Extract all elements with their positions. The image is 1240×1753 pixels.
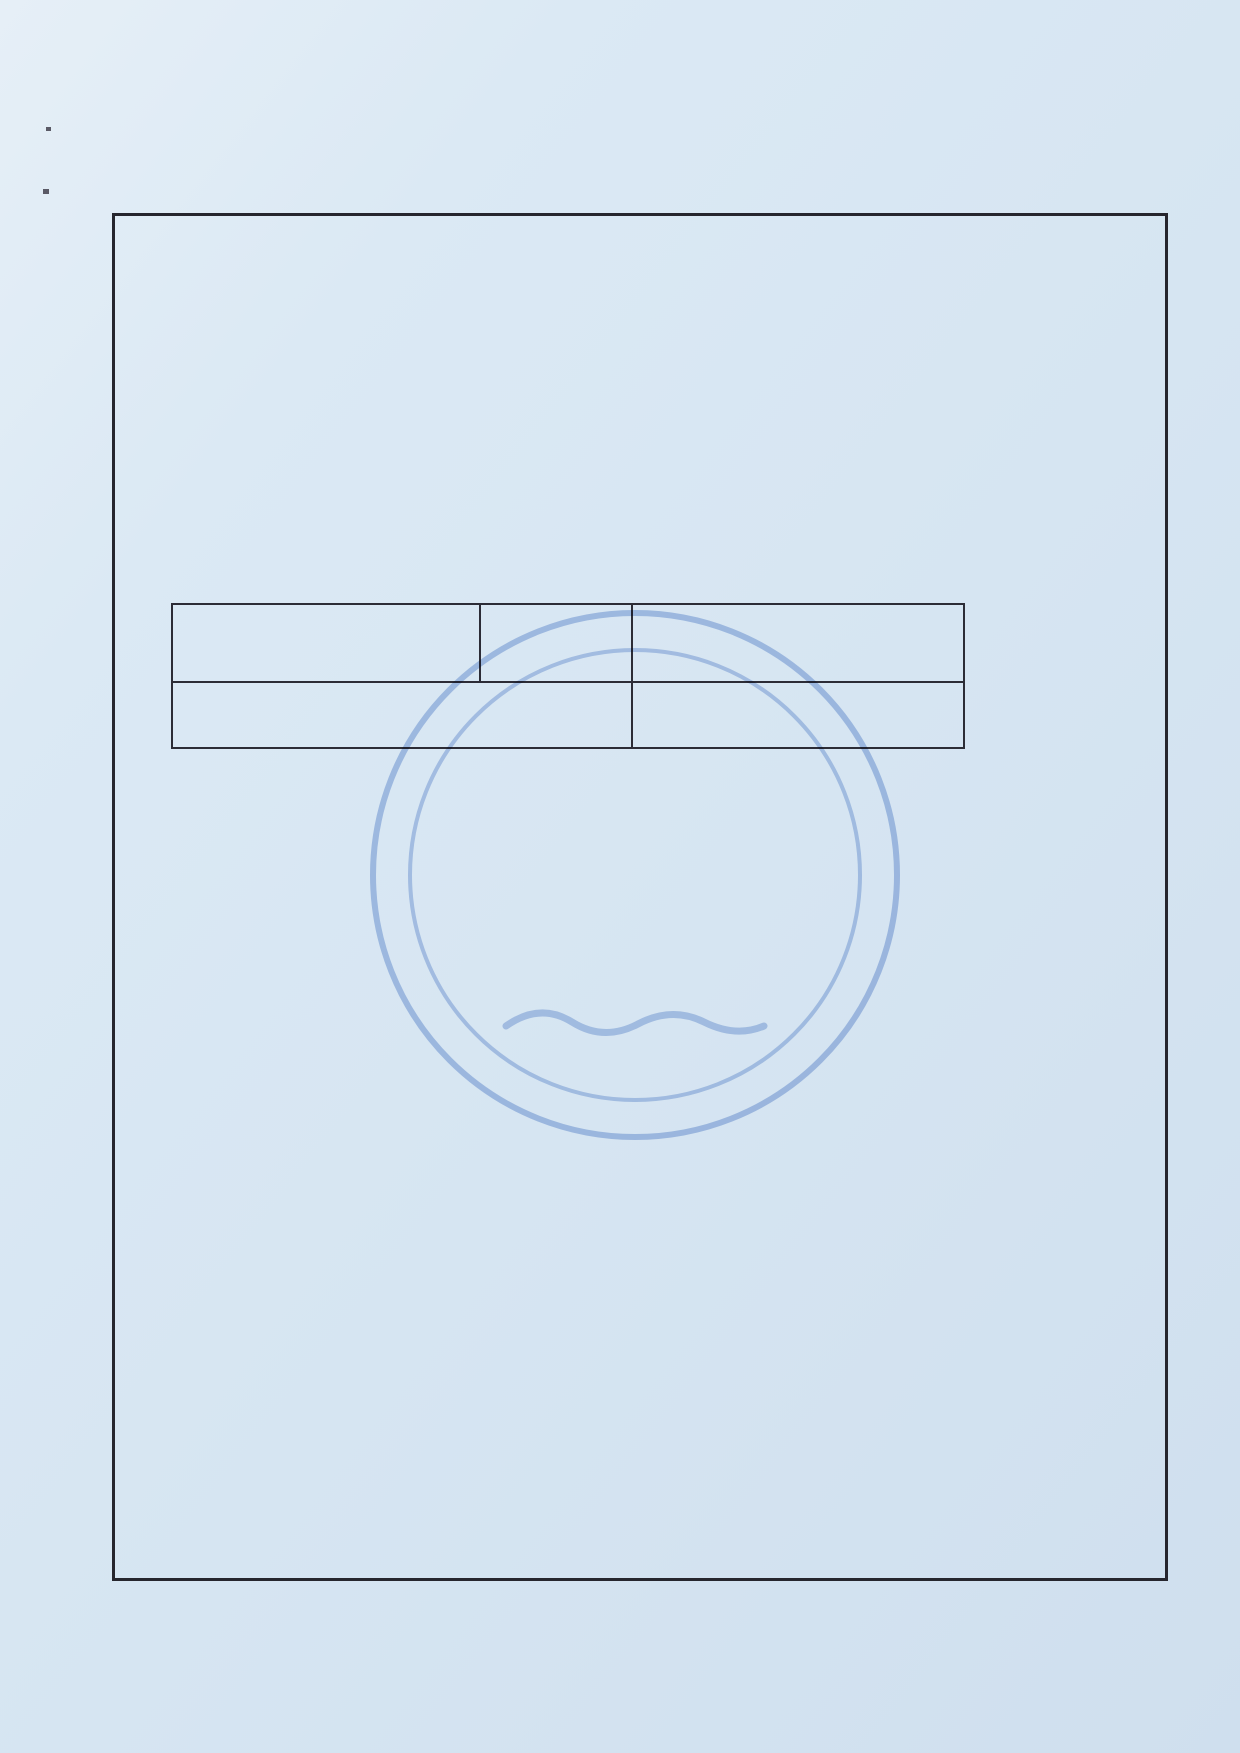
certificate-header bbox=[150, 136, 192, 138]
notes-section bbox=[176, 1121, 1036, 1147]
blank-marker bbox=[115, 1384, 925, 1388]
header-results bbox=[632, 604, 964, 682]
header-requirement bbox=[480, 604, 632, 682]
uncertainty-value-cell bbox=[632, 682, 964, 748]
calibration-table-head bbox=[172, 604, 964, 682]
header-items bbox=[172, 604, 480, 682]
scan-artifact bbox=[43, 189, 49, 194]
uncertainty-row bbox=[172, 682, 964, 748]
external-check-zh bbox=[155, 348, 225, 374]
section-external-check bbox=[155, 348, 225, 383]
scan-artifact bbox=[46, 127, 51, 131]
calibration-table-foot bbox=[172, 682, 964, 748]
uncertainty-label-cell bbox=[172, 682, 632, 748]
header-row bbox=[172, 604, 964, 682]
document-border-frame bbox=[112, 213, 1168, 1581]
calibration-table bbox=[171, 603, 965, 749]
